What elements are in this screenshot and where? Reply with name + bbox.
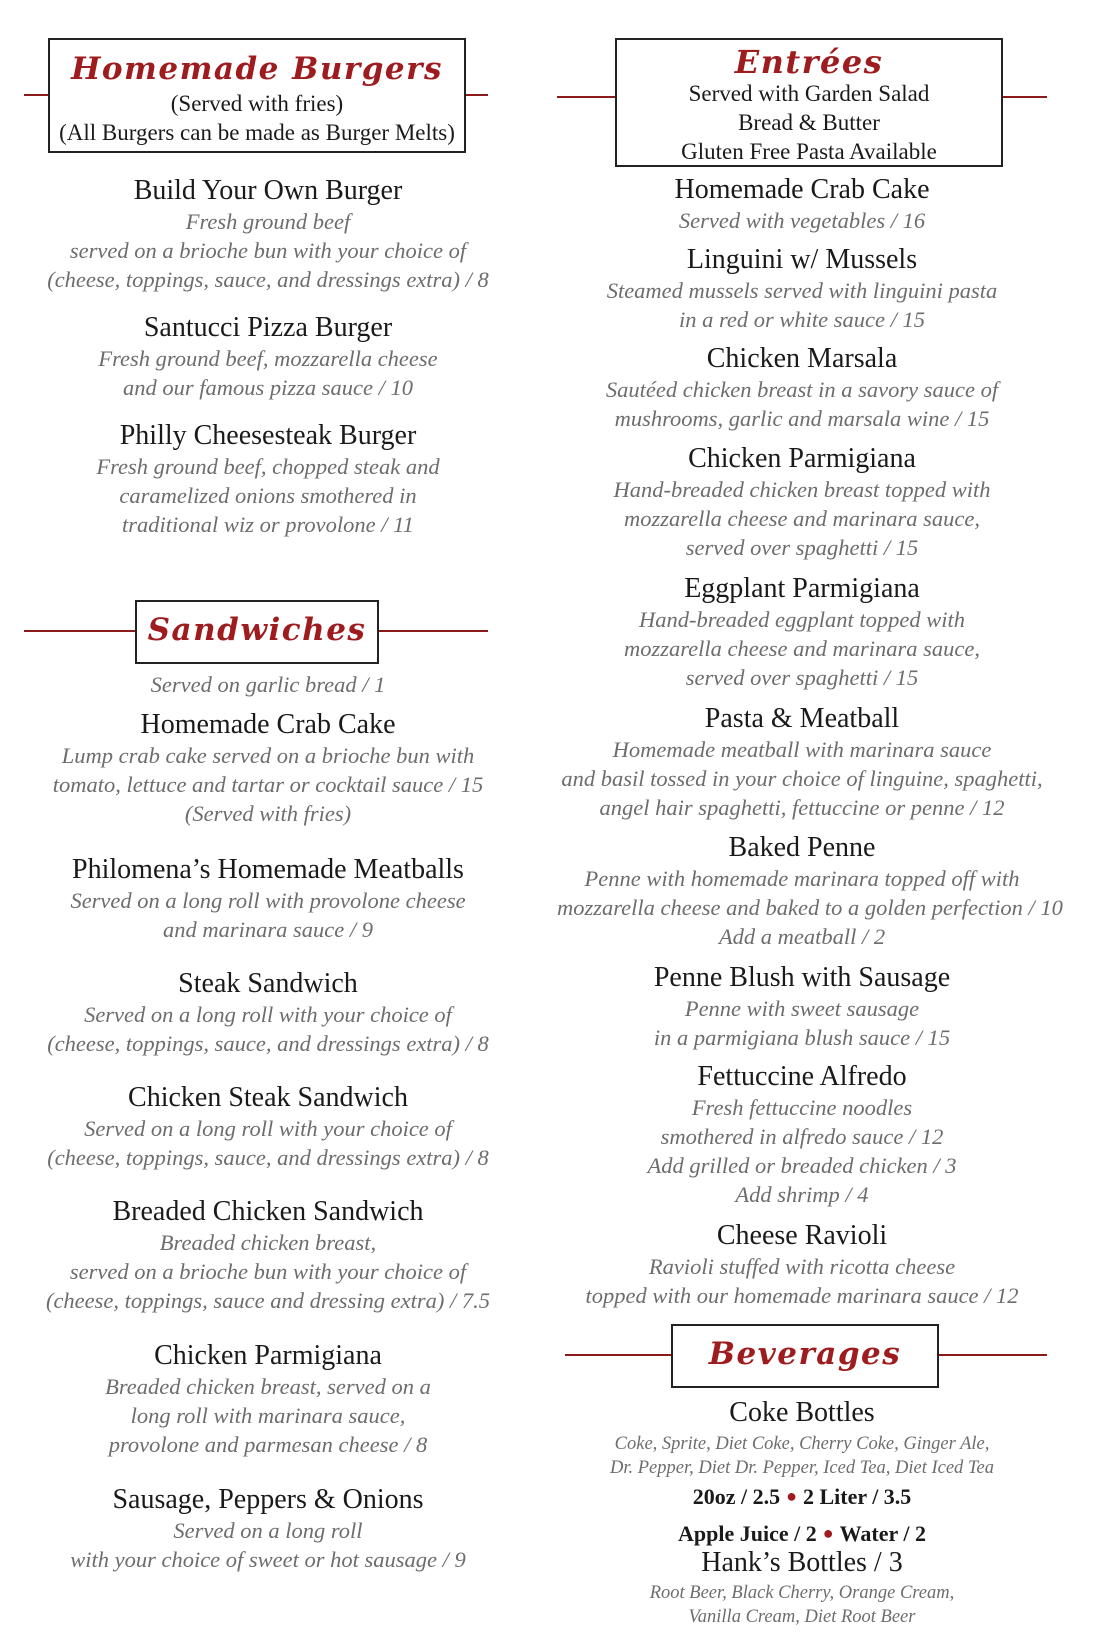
item-desc: Served on a long roll [173, 1518, 363, 1543]
item-desc: caramelized onions smothered in [119, 483, 417, 508]
item-name: Philly Cheesesteak Burger [119, 420, 417, 451]
section-title: Entrées [734, 43, 884, 81]
item-desc: long roll with marinara sauce, [130, 1403, 406, 1428]
item-desc: with your choice of sweet or hot sausage / 9 [70, 1547, 466, 1572]
item-desc: in a parmigiana blush sauce / 15 [653, 1025, 951, 1050]
menu-item [24, 1196, 512, 1315]
item-desc: (cheese, toppings, sauce and dressing extra) / 7.5 [45, 1288, 491, 1313]
item-name: Santucci Pizza Burger [143, 312, 393, 343]
item-desc: in a red or white sauce / 15 [678, 307, 926, 332]
menu-item [557, 244, 1047, 334]
item-desc: Add shrimp / 4 [735, 1182, 869, 1207]
item-name: Penne Blush with Sausage [653, 962, 951, 993]
section-subtitle: Served with Garden Salad [688, 81, 930, 106]
item-desc: Fresh ground beef, chopped steak and [96, 454, 440, 479]
item-name: Build Your Own Burger [133, 175, 403, 206]
item-name: Sausage, Peppers & Onions [112, 1484, 424, 1515]
item-desc: mozzarella cheese and baked to a golden perfection / 10 [557, 895, 1063, 920]
burgers-header [48, 38, 466, 153]
item-desc: Dr. Pepper, Diet Dr. Pepper, Iced Tea, Diet Iced Tea [610, 1458, 994, 1478]
item-desc: Ravioli stuffed with ricotta cheese [648, 1254, 956, 1279]
menu-item [557, 1061, 1047, 1209]
menu-item [557, 443, 1047, 562]
item-name: Fettuccine Alfredo [697, 1061, 907, 1092]
item-name: Steak Sandwich [178, 968, 358, 999]
menu-item [557, 343, 1047, 433]
item-desc: served on a brioche bun with your choice of [69, 1259, 467, 1284]
item-desc: angel hair spaghetti, fettuccine or penne / 12 [599, 795, 1005, 820]
menu-item [557, 1220, 1047, 1310]
item-desc: and our famous pizza sauce / 10 [122, 375, 413, 400]
item-desc: Served with vegetables / 16 [678, 208, 926, 233]
menu-item [24, 312, 512, 402]
item-desc: (cheese, toppings, sauce, and dressings extra) / 8 [47, 1031, 489, 1056]
item-name: Chicken Parmigiana [688, 443, 916, 474]
menu-item [24, 709, 512, 828]
item-name: Chicken Parmigiana [154, 1340, 382, 1371]
item-name: Philomena’s Homemade Meatballs [72, 854, 464, 885]
item-name: Homemade Crab Cake [140, 709, 396, 740]
item-name: Homemade Crab Cake [674, 174, 930, 205]
menu-item [24, 1340, 512, 1459]
item-name: Coke Bottles [729, 1397, 875, 1428]
item-desc: Homemade meatball with marinara sauce [612, 737, 992, 762]
menu-item [557, 703, 1047, 822]
beverages-header [671, 1324, 939, 1388]
section-subtitle: Gluten Free Pasta Available [681, 139, 937, 164]
item-desc: Lump crab cake served on a brioche bun with [61, 743, 475, 768]
entrees-header [615, 38, 1003, 167]
item-name: Linguini w/ Mussels [686, 244, 918, 275]
bullet-icon: ● [786, 1486, 797, 1506]
section-note: Served on garlic bread / 1 [150, 672, 386, 697]
price-line [557, 1517, 1047, 1550]
menu-item [24, 854, 512, 944]
menu-item [557, 832, 1063, 951]
price-line [557, 1480, 1047, 1513]
item-name: Eggplant Parmigiana [684, 573, 920, 604]
item-desc: Served on a long roll with your choice of [84, 1002, 452, 1027]
item-desc: mozzarella cheese and marinara sauce, [624, 636, 980, 661]
item-desc: mozzarella cheese and marinara sauce, [624, 506, 980, 531]
menu-item [24, 968, 512, 1058]
item-name: Pasta & Meatball [704, 703, 900, 734]
menu-item [24, 1082, 512, 1172]
item-desc: served over spaghetti / 15 [685, 665, 919, 690]
price-water: Water / 2 [839, 1521, 926, 1546]
item-desc: Vanilla Cream, Diet Root Beer [688, 1607, 916, 1627]
item-desc: Breaded chicken breast, [159, 1230, 377, 1255]
sandwiches-header [135, 600, 379, 664]
item-desc: topped with our homemade marinara sauce / 12 [585, 1283, 1019, 1308]
item-desc: served over spaghetti / 15 [685, 535, 919, 560]
item-desc: Hand-breaded eggplant topped with [639, 607, 965, 632]
price-20oz: 20oz / 2.5 [692, 1484, 781, 1509]
item-desc: smothered in alfredo sauce / 12 [660, 1124, 944, 1149]
item-desc: Served on a long roll with your choice of [84, 1116, 452, 1141]
item-desc: (Served with fries) [184, 801, 352, 826]
menu-item [557, 573, 1047, 692]
item-desc: Root Beer, Black Cherry, Orange Cream, [649, 1583, 955, 1603]
item-name: Hank’s Bottles / 3 [701, 1547, 903, 1578]
item-name: Chicken Steak Sandwich [128, 1082, 408, 1113]
section-title: Homemade Burgers [71, 51, 443, 87]
menu-item [24, 420, 512, 539]
item-desc: Steamed mussels served with linguini pasta [606, 278, 998, 303]
section-subtitle: Bread & Butter [738, 110, 880, 135]
item-desc: and basil tossed in your choice of linguine, spaghetti, [561, 766, 1043, 791]
item-desc: Add grilled or breaded chicken / 3 [647, 1153, 957, 1178]
menu-item [557, 962, 1047, 1052]
item-desc: mushrooms, garlic and marsala wine / 15 [614, 406, 990, 431]
item-desc: Sautéed chicken breast in a savory sauce of [605, 377, 999, 402]
item-desc: served on a brioche bun with your choice of [69, 238, 467, 263]
item-desc: traditional wiz or provolone / 11 [122, 512, 414, 537]
section-subtitle: (Served with fries) [170, 91, 344, 116]
item-name: Cheese Ravioli [716, 1220, 888, 1251]
item-desc: Breaded chicken breast, served on a [105, 1374, 431, 1399]
price-2liter: 2 Liter / 3.5 [802, 1484, 912, 1509]
menu-item [24, 175, 512, 294]
beverage-group [557, 1547, 1047, 1629]
section-subtitle: (All Burgers can be made as Burger Melts) [59, 120, 455, 145]
item-desc: Fresh ground beef [185, 209, 351, 234]
section-title: Beverages [708, 1336, 902, 1372]
menu-item [24, 1484, 512, 1574]
item-desc: Fresh fettuccine noodles [691, 1095, 913, 1120]
item-desc: Add a meatball / 2 [718, 924, 886, 949]
item-desc: tomato, lettuce and tartar or cocktail sauce / 15 [52, 772, 484, 797]
item-desc: Hand-breaded chicken breast topped with [613, 477, 991, 502]
item-desc: Coke, Sprite, Diet Coke, Cherry Coke, Ginger Ale, [614, 1434, 990, 1454]
item-desc: Penne with homemade marinara topped off with [584, 866, 1020, 891]
price-apple-juice: Apple Juice / 2 [678, 1521, 817, 1546]
section-title: Sandwiches [147, 612, 367, 648]
menu-item [557, 174, 1047, 235]
item-desc: Served on a long roll with provolone cheese [70, 888, 466, 913]
item-name: Baked Penne [728, 832, 876, 863]
item-desc: Fresh ground beef, mozzarella cheese [98, 346, 438, 371]
item-name: Breaded Chicken Sandwich [112, 1196, 424, 1227]
item-desc: provolone and parmesan cheese / 8 [108, 1432, 428, 1457]
item-desc: and marinara sauce / 9 [163, 917, 373, 942]
item-desc: Penne with sweet sausage [684, 996, 920, 1021]
item-desc: (cheese, toppings, sauce, and dressings extra) / 8 [47, 267, 489, 292]
item-desc: (cheese, toppings, sauce, and dressings extra) / 8 [47, 1145, 489, 1170]
bullet-icon: ● [822, 1523, 834, 1543]
beverage-group [557, 1397, 1047, 1550]
item-name: Chicken Marsala [706, 343, 898, 374]
